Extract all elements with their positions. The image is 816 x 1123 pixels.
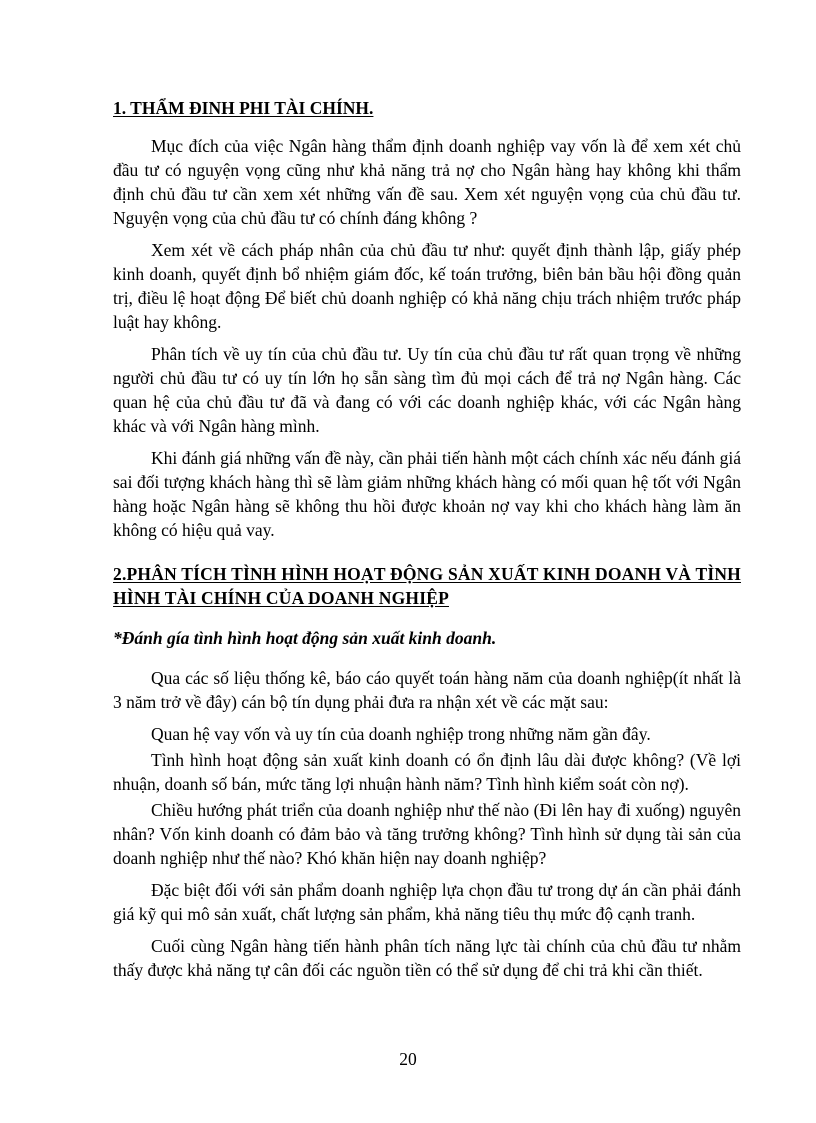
section-2-heading: 2.PHÂN TÍCH TÌNH HÌNH HOẠT ĐỘNG SẢN XUẤT KINH DOANH VÀ TÌNH HÌNH TÀI CHÍNH CỦA DOANH NGHIỆP — [113, 564, 741, 608]
section-2-paragraph-6: Cuối cùng Ngân hàng tiến hành phân tích năng lực tài chính của chủ đầu tư nhằm thấy được khả năng tự cân đối các nguồn tiền có thể sử dụng để chi trả khi cần thiết. — [113, 936, 741, 980]
section-1-paragraph-1: Mục đích của việc Ngân hàng thẩm định doanh nghiệp vay vốn là để xem xét chủ đầu tư có nguyện vọng cũng như khả năng trả nợ cho Ngân hàng hay không khi thẩm định chủ đầu tư cần xem xét những vấn đề sau. Xem xét nguyện vọng của chủ đầu tư. Nguyện vọng của chủ đầu tư có chính đáng không ? — [113, 136, 741, 228]
document-page — [113, 96, 741, 990]
section-2-paragraph-3: Tình hình hoạt động sản xuất kinh doanh có ổn định lâu dài được không? (Về lợi nhuận, doanh số bán, mức tăng lợi nhuận hành năm? Tình hình kiểm soát còn nợ). — [113, 750, 741, 794]
section-1-paragraph-2: Xem xét về cách pháp nhân của chủ đầu tư như: quyết định thành lập, giấy phép kinh doanh, quyết định bổ nhiệm giám đốc, kế toán trưởng, biên bản bầu hội đồng quản trị, điều lệ hoạt động Để biết chủ doanh nghiệp có khả năng chịu trách nhiệm trước pháp luật hay không. — [113, 240, 741, 332]
section-2-paragraph-4: Chiều hướng phát triển của doanh nghiệp như thế nào (Đi lên hay đi xuống) nguyên nhân? Vốn kinh doanh có đảm bảo và tăng trưởng không? Tình hình sử dụng tài sản của doanh nghiệp như thế nào? Khó khăn hiện nay doanh nghiệp? — [113, 800, 741, 868]
section-2-paragraph-1: Qua các số liệu thống kê, báo cáo quyết toán hàng năm của doanh nghiệp(ít nhất là 3 năm trở về đây) cán bộ tín dụng phải đưa ra nhận xét về các mặt sau: — [113, 668, 741, 712]
section-1-heading: 1. THẨM ĐINH PHI TÀI CHÍNH. — [113, 98, 374, 118]
section-2-paragraph-5: Đặc biệt đối với sản phẩm doanh nghiệp lựa chọn đầu tư trong dự án cần phải đánh giá kỹ qui mô sản xuất, chất lượng sản phẩm, khả năng tiêu thụ mức độ cạnh tranh. — [113, 880, 741, 924]
section-2-paragraph-2: Quan hệ vay vốn và uy tín của doanh nghiệp trong những năm gần đây. — [151, 724, 651, 744]
section-1-paragraph-4: Khi đánh giá những vấn đề này, cần phải tiến hành một cách chính xác nếu đánh giá sai đối tượng khách hàng thì sẽ làm giảm những khách hàng có mối quan hệ tốt với Ngân hàng hoặc Ngân hàng sẽ không thu hồi được khoản nợ vay khi cho khách hàng làm ăn không có hiệu quả vay. — [113, 448, 741, 540]
page-number: 20 — [399, 1049, 417, 1069]
section-1-paragraph-3: Phân tích về uy tín của chủ đầu tư. Uy tín của chủ đầu tư rất quan trọng về những người chủ đầu tư có uy tín lớn họ sẵn sàng tìm đủ mọi cách để trả nợ Ngân hàng. Các quan hệ của chủ đầu tư đã và đang có với các doanh nghiệp khác, với các Ngân hàng khác và với Ngân hàng mình. — [113, 344, 741, 436]
section-2-subheading: *Đánh gía tình hình hoạt động sản xuất kinh doanh. — [113, 628, 497, 648]
